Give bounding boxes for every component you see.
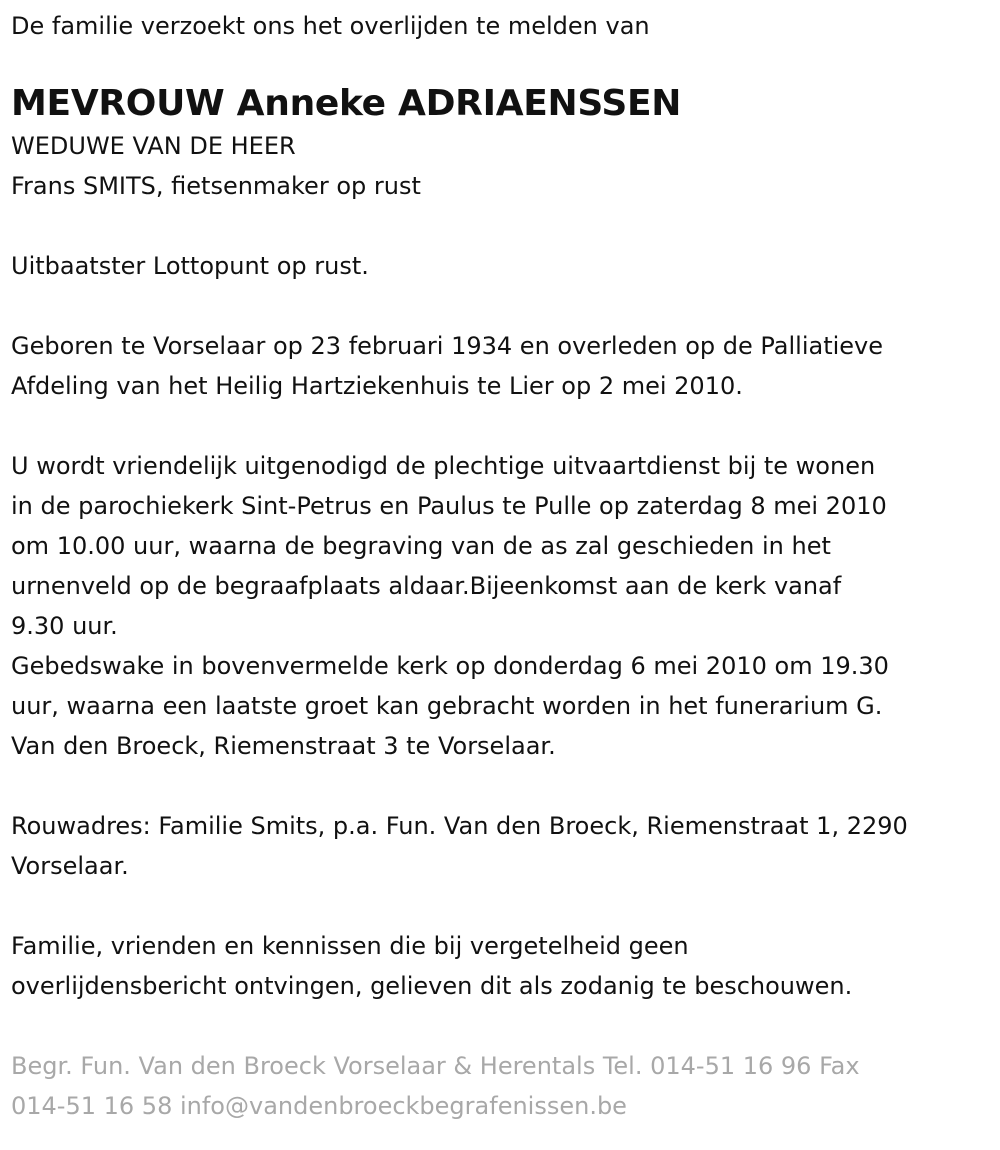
service-line: 9.30 uur. [11, 612, 118, 640]
closing-line: overlijdensbericht ontvingen, gelieven dit als zodanig te beschouwen. [11, 972, 853, 1000]
vigil-line: Gebedswake in bovenvermelde kerk op donderdag 6 mei 2010 om 19.30 [11, 652, 889, 680]
spouse-line: Frans SMITS, fietsenmaker op rust [11, 172, 421, 200]
occupation-block [11, 246, 988, 286]
service-block [11, 446, 988, 766]
occupation-line: Uitbaatster Lottopunt op rust. [11, 252, 369, 280]
vigil-line: uur, waarna een laatste groet kan gebracht worden in het funerarium G. [11, 692, 883, 720]
closing-block [11, 926, 988, 1006]
birth-death-line: Afdeling van het Heilig Hartziekenhuis te Lier op 2 mei 2010. [11, 372, 743, 400]
service-line: in de parochiekerk Sint-Petrus en Paulus te Pulle op zaterdag 8 mei 2010 [11, 492, 887, 520]
intro-line: De familie verzoekt ons het overlijden te melden van [11, 12, 650, 40]
birth-death-block [11, 326, 988, 406]
deceased-name: MEVROUW Anneke ADRIAENSSEN [11, 83, 682, 124]
address-line: Vorselaar. [11, 852, 129, 880]
relation-line: WEDUWE VAN DE HEER [11, 132, 296, 160]
vigil-line: Van den Broeck, Riemenstraat 3 te Vorselaar. [11, 732, 556, 760]
service-line: om 10.00 uur, waarna de begraving van de as zal geschieden in het [11, 532, 831, 560]
relation-block [11, 126, 988, 206]
service-line: urnenveld op de begraafplaats aldaar.Bijeenkomst aan de kerk vanaf [11, 572, 842, 600]
address-block [11, 806, 988, 886]
footer-line: 014-51 16 58 info@vandenbroeckbegrafenissen.be [11, 1092, 627, 1120]
address-line: Rouwadres: Familie Smits, p.a. Fun. Van den Broeck, Riemenstraat 1, 2290 [11, 812, 908, 840]
funeral-home-footer [11, 1046, 988, 1126]
intro-text [11, 6, 988, 46]
footer-line: Begr. Fun. Van den Broeck Vorselaar & Herentals Tel. 014-51 16 96 Fax [11, 1052, 860, 1080]
closing-line: Familie, vrienden en kennissen die bij vergetelheid geen [11, 932, 689, 960]
birth-death-line: Geboren te Vorselaar op 23 februari 1934 en overleden op de Palliatieve [11, 332, 884, 360]
service-line: U wordt vriendelijk uitgenodigd de plechtige uitvaartdienst bij te wonen [11, 452, 876, 480]
